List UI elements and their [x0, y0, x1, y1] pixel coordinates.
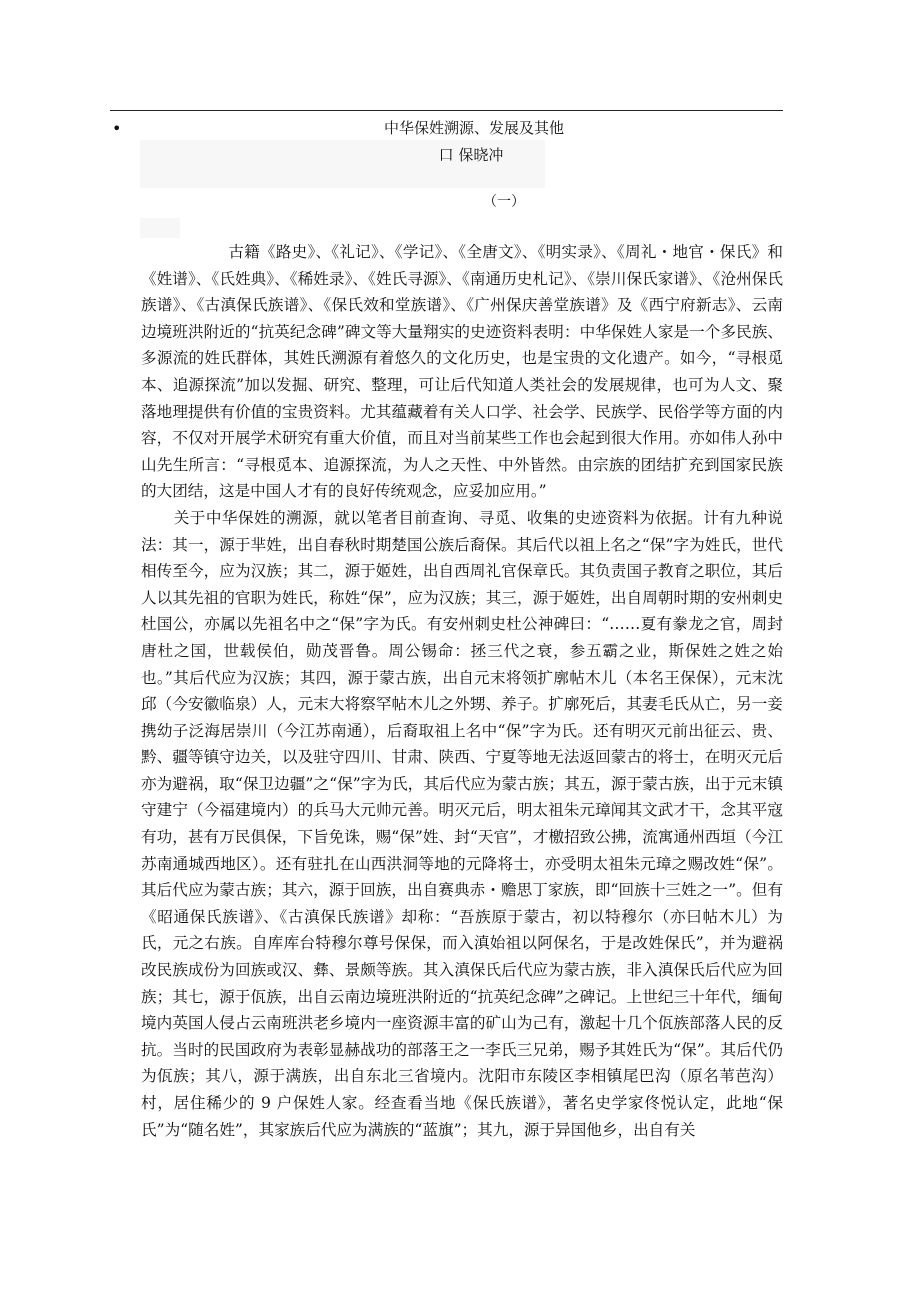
- section-heading: （一）: [483, 194, 525, 210]
- article-body: [141, 239, 783, 1143]
- page-title: 中华保姓溯源、发展及其他: [383, 119, 564, 137]
- list-bullet: •: [112, 119, 122, 138]
- author-line: 口 保晓冲: [438, 146, 504, 164]
- paragraph: 古籍《路史》、《礼记》、《学记》、《全唐文》、《明实录》、《周礼・地官・保氏》和《姓谱》、《氏姓典》、《稀姓录》、《姓氏寻源》、《南通历史札记》、《崇川保氏家谱》、《沧州保氏族谱》、《古滇保氏族谱》、《保氏效和堂族谱》、《广州保庆善堂族谱》及《西宁府新志》、云南边境班洪附近的“抗英纪念碑”碑文等大量翔实的史迹资料表明：中华保姓人家是一个多民族、多源流的姓氏群体，其姓氏溯源有着悠久的文化历史，也是宝贵的文化遗产。如今，“寻根觅本、追源探流”加以发掘、研究、整理，可让后代知道人类社会的发展规律，也可为人文、聚落地理提供有价值的宝贵资料。尤其蕴藏着有关人口学、社会学、民族学、民俗学等方面的内容，不仅对开展学术研究有重大价值，而且对当前某些工作也会起到很大作用。亦如伟人孙中山先生所言：“寻根觅本、追源探流，为人之天性、中外皆然。由宗族的团结扩充到国家民族的大团结，这是中国人才有的良好传统观念，应妥加应用。”: [141, 243, 783, 501]
- scan-shade: [140, 218, 180, 238]
- paragraph: 关于中华保姓的溯源，就以笔者目前查询、寻觅、收集的史迹资料为依据。计有九种说法：其一，源于芈姓，出自春秋时期楚国公族后裔保。其后代以祖上名之“保”字为姓氏，世代相传至今，应为汉族；其二，源于姬姓，出自西周礼官保章氏。其负责国子教育之职位，其后人以其先祖的官职为姓氏，称姓“保”，应为汉族；其三，源于姬姓，出自周朝时期的安州刺史杜国公，亦属以先祖名中之“保”字为氏。有安州刺史杜公神碑曰：“……夏有豢龙之官，周封唐杜之国，世载侯伯，勋茂晋鲁。周公锡命：拯三代之衰，参五霸之业，斯保姓之姓之始也。”其后代应为汉族；其四，源于蒙古族，出自元末将领扩廓帖木儿（本名王保保），元末沈邱（今安徽临泉）人，元末大将察罕帖木儿之外甥、养子。扩廓死后，其妻毛氏从亡，另一妾携幼子泛海居崇川（今江苏南通），后裔取祖上名中“保”字为氏。还有明灭元前出征云、贵、黔、疆等镇守边关，以及驻守四川、甘肃、陕西、宁夏等地无法返回蒙古的将士，在明灭元后亦为避祸，取“保卫边疆”之“保”字为氏，其后代应为蒙古族；其五，源于蒙古族，出于元末镇守建宁（今福建境内）的兵马大元帅元善。明灭元后，明太祖朱元璋闻其文武才干，念其平寇有功，甚有万民俱保，下旨免诛，赐“保”姓、封“天官”，才檄招致公拂，流寓通州西垣（今江苏南通城西地区）。还有驻扎在山西洪洞等地的元降将士，亦受明太祖朱元璋之赐改姓“保”。其后代应为蒙古族；其六，源于回族，出自赛典赤・赡思丁家族，即“回族十三姓之一”。但有《昭通保氏族谱》、《古滇保氏族谱》却称：“吾族原于蒙古，初以特穆尔（亦曰帖木儿）为氏，元之右族。自库库台特穆尔尊号保保，而入滇始祖以阿保名，于是改姓保氏”，并为避祸改民族成份为回族或汉、彝、景颇等族。其入滇保氏后代应为蒙古族，非入滇保氏后代应为回族；其七，源于佤族，出自云南边境班洪附近的“抗英纪念碑”之碑记。上世纪三十年代，缅甸境内英国人侵占云南班洪老乡境内一座资源丰富的矿山为己有，激起十几个佤族部落人民的反抗。当时的民国政府为表彰显赫战功的部落王之一李氏三兄弟，赐予其姓氏为“保”。其后代仍为佤族；其八，源于满族，出自东北三省境内。沈阳市东陵区李相镇尾巴沟（原名苇芭沟）村，居住稀少的 9 户保姓人家。经查看当地《保氏族谱》，著名史学家佟悦认定，此地“保氏”为“随名姓”，其家族后代应为满族的“蓝旗”；其九，源于异国他乡，出自有关: [141, 508, 783, 1139]
- top-rule: [110, 110, 783, 111]
